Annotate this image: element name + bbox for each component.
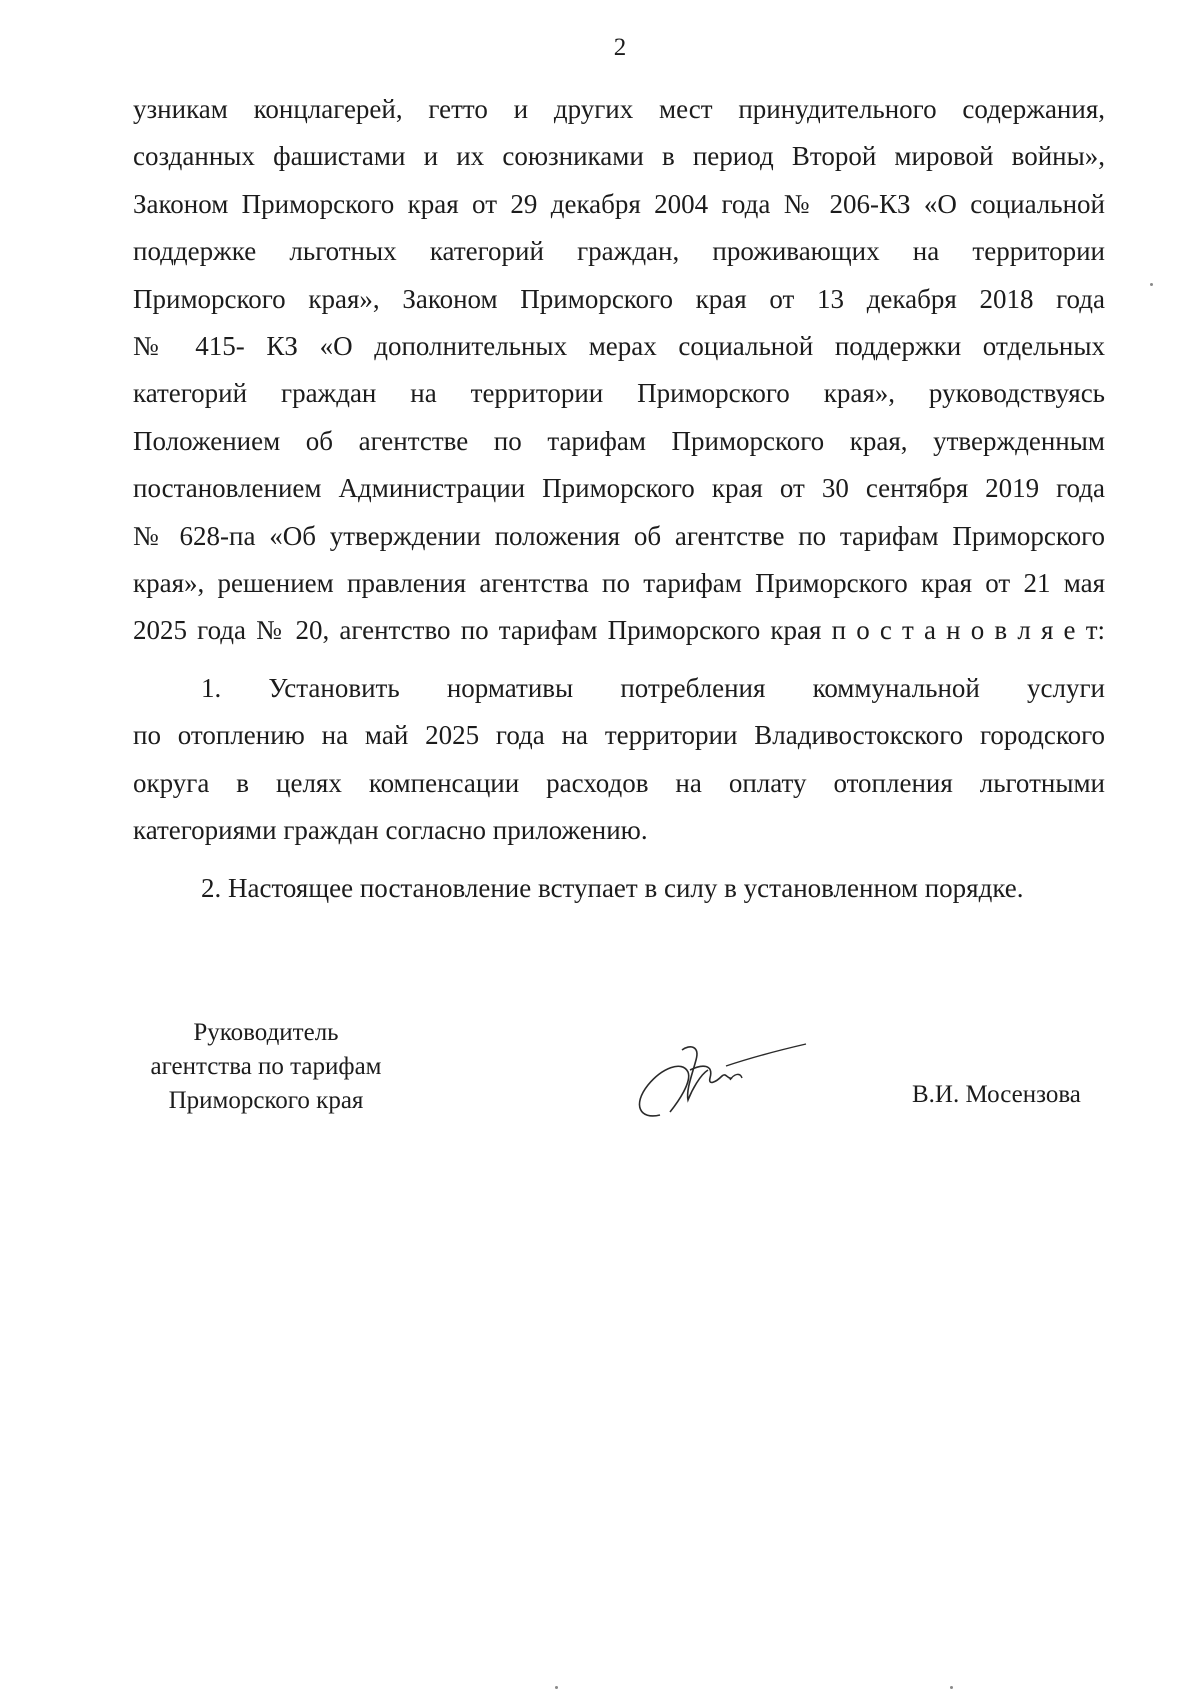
text-line: Положением об агентстве по тарифам Приморского края, утвержденным	[133, 425, 1105, 456]
scan-speck	[950, 1686, 953, 1689]
text-line: округа в целях компенсации расходов на оплату отопления льготными	[133, 767, 1105, 798]
text-line: Законом Приморского края от 29 декабря 2004 года № 206-КЗ «О социальной	[133, 188, 1105, 219]
scan-speck	[1150, 283, 1153, 286]
handwritten-signature	[630, 1020, 810, 1130]
document-body	[133, 86, 1105, 912]
text-line: постановлением Администрации Приморского края от 30 сентября 2019 года	[133, 473, 1105, 504]
text-line: 2. Настоящее постановление вступает в силу в установленном порядке.	[201, 872, 1024, 903]
page-number: 2	[613, 34, 627, 61]
signature-title-line: агентства по тарифам	[150, 1053, 382, 1080]
text-line: 2025 года № 20, агентство по тарифам Приморского края п о с т а н о в л я е т:	[133, 615, 1105, 646]
text-line: узникам концлагерей, гетто и других мест принудительного содержания,	[133, 94, 1105, 124]
text-line: 1. Установить нормативы потребления коммунальной услуги	[201, 672, 1105, 703]
item-2-paragraph	[133, 865, 1105, 912]
item-1-paragraph	[133, 665, 1105, 855]
text-line: № 628-па «Об утверждении положения об агентстве по тарифам Приморского	[133, 520, 1105, 551]
text-line: категорий граждан на территории Приморского края», руководствуясь	[133, 378, 1105, 409]
signer-name: В.И. Мосензова	[912, 1081, 1081, 1108]
preamble-paragraph	[133, 86, 1105, 655]
text-line: поддержке льготных категорий граждан, проживающих на территории	[133, 236, 1105, 267]
text-line: категориями граждан согласно приложению.	[133, 815, 648, 846]
signature-title-line: Приморского края	[168, 1087, 364, 1114]
text-line: по отоплению на май 2025 года на территории Владивостокского городского	[133, 720, 1105, 751]
signature-title-block	[126, 1016, 406, 1118]
text-line: Приморского края», Законом Приморского края от 13 декабря 2018 года	[133, 283, 1105, 314]
text-line: № 415- КЗ «О дополнительных мерах социальной поддержки отдельных	[133, 331, 1105, 362]
signature-title-line: Руководитель	[193, 1019, 339, 1046]
scan-speck	[555, 1686, 558, 1689]
text-line: края», решением правления агентства по тарифам Приморского края от 21 мая	[133, 568, 1105, 599]
text-line: созданных фашистами и их союзниками в период Второй мировой войны»,	[133, 141, 1105, 172]
